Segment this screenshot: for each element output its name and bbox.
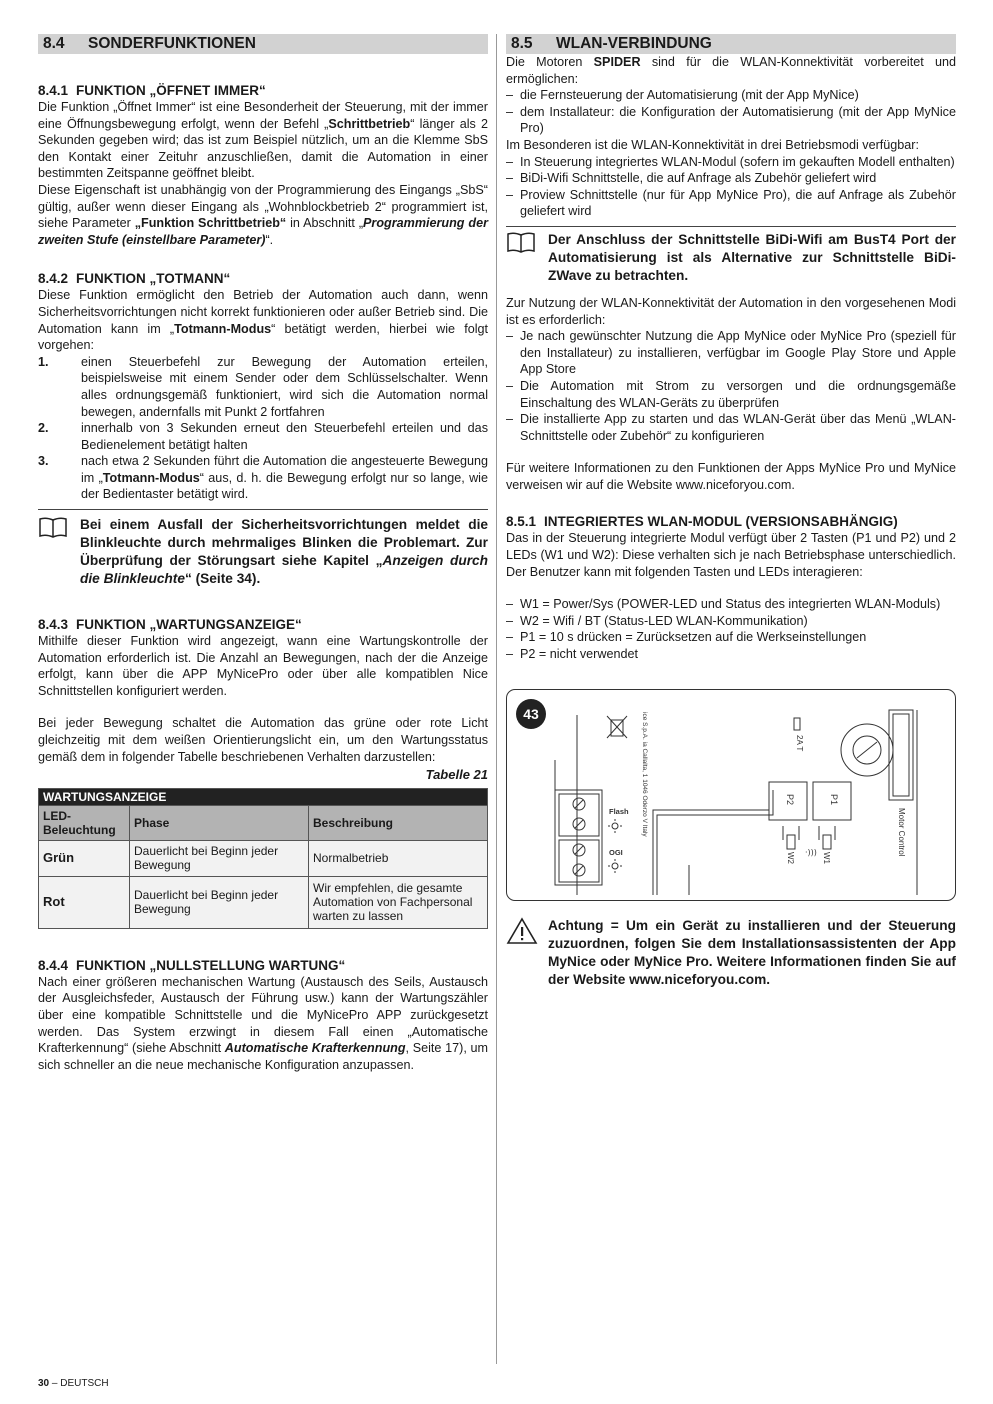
- list-item: [506, 596, 956, 613]
- text-bold: Totmann-Modus: [174, 321, 272, 336]
- left-column: [38, 34, 488, 1073]
- dash-bullet: –: [506, 329, 514, 344]
- list-text: Je nach gewünschter Nutzung die App MyNice oder MyNice Pro (speziell für den Installateur) zu installieren, verfügbar im Google Play Store und Apple App Store: [520, 329, 956, 377]
- list-item: [506, 187, 956, 220]
- text: sind für die WLAN-Konnektivität vorbereitet und ermöglichen:: [506, 55, 956, 86]
- numbered-item: [38, 453, 488, 503]
- text: “ länger als 2 Sekunden gegeben wird; das ist zum Beispiel nützlich, um an die Klemme SbS den Kontakt einer Zeituhr anzuschließen, damit die Automation in einer bestimmten Zeitspanne geöffnet bleibt.: [38, 116, 488, 181]
- item-text: einen Steuerbefehl zur Bewegung der Automation erteilen, beispielsweise mit einem Sender oder dem Schlüsselschalter. Wenn alles ordnungsgemäß funktioniert, wird sich die Automation normal bewegen, andernfalls mit Punkt 2 fortfahren: [81, 354, 488, 419]
- subsection-heading-8-4-4: [38, 957, 488, 974]
- list-item: [506, 104, 956, 137]
- dash-bullet: –: [506, 597, 514, 612]
- paragraph: Mithilfe dieser Funktion wird angezeigt, wann eine Wartungskontrolle der Automation erforderlich ist. Die Anzahl an Bewegungen, nach der die Anzeige erfolgt, kann über die APP MyNicePro oder über alle kompatiblen Nice Schnittstellen konfiguriert werden.: [38, 634, 488, 698]
- lamp-icon: [608, 819, 622, 833]
- text-bold-italic: Programmierung der zweiten Stufe (einstellbare Parameter): [38, 216, 488, 247]
- list-item: [506, 378, 956, 411]
- text: , Seite 17), um sich schneller an die neue mechanische Konfiguration anzupassen.: [38, 1041, 488, 1072]
- subsection-number: 8.4.3: [38, 617, 69, 633]
- subsection-title: FUNKTION „WARTUNGSANZEIGE“: [76, 617, 302, 633]
- list-item: [506, 170, 956, 187]
- subsection-heading-8-5-1: [506, 513, 956, 530]
- subsection-heading-8-4-2: [38, 270, 488, 287]
- text: “.: [265, 232, 274, 247]
- page-footer: [38, 1376, 109, 1393]
- note-text: Der Anschluss der Schnittstelle BiDi-Wifi am BusT4 Port der Automatisierung ist als Alternative zur Schnittstelle BiDi-ZWave zu betrachten.: [548, 231, 956, 283]
- item-number: 3.: [38, 454, 49, 469]
- motor-control-label: Motor Control: [897, 807, 906, 857]
- dash-bullet: –: [506, 187, 514, 202]
- text: Nach einer größeren mechanischen Wartung (Austausch des Seils, Austausch der Ausgleichsfeder, Austausch der Führung usw.) kann der Wartungszähler über eine kompatible Schnittstelle und die MyNicePro APP zurückgesetzt werden. Das System erzwingt in diesem Fall einen „Automatische Krafterkennung“ (siehe Abschnitt: [38, 974, 488, 1056]
- section-heading-8-5: [506, 34, 956, 54]
- page-number: 30: [38, 1378, 50, 1389]
- right-column: [506, 34, 956, 989]
- p2-label: P2: [785, 793, 795, 805]
- paragraph: Bei jeder Bewegung schaltet die Automation das grüne oder rote Licht gleichzeitig mit dem weißen Orientierungslicht ein, um den Wartungsstatus gemäß dem in folgender Tabelle beschriebenen Verhalten darzustellen:: [38, 716, 488, 764]
- list-text: W1 = Power/Sys (POWER-LED und Status des integrierten WLAN-Moduls): [520, 597, 941, 612]
- footer-language: – DEUTSCH: [49, 1378, 109, 1389]
- table-row: [39, 840, 488, 876]
- paragraph: Das in der Steuerung integrierte Modul verfügt über 2 Tasten (P1 und P2) und 2 LEDs (W1 und W2): Diese verhalten sich je nach Betriebsphase unterschiedlich. Der Benutzer kann mit folgenden Tasten und LEDs interagieren:: [506, 531, 956, 579]
- item-number: 2.: [38, 421, 49, 436]
- table-caption: Tabelle 21: [425, 767, 488, 783]
- numbered-item: [38, 354, 488, 420]
- list-text: P1 = 10 s drücken = Zurücksetzen auf die Werkseinstellungen: [520, 630, 867, 645]
- manufacturer-address: ice S.p.A. ia Callalta, 1 1046 Oderzo V Italy: [641, 711, 648, 837]
- ogi-label: OGI: [609, 847, 623, 857]
- table-cell: Wir empfehlen, die gesamte Automation von Fachpersonal warten zu lassen: [309, 876, 488, 928]
- table-cell: Normalbetrieb: [309, 840, 488, 876]
- w2-label: W2: [786, 851, 795, 864]
- numbered-item: [38, 420, 488, 453]
- text: Diese Eigenschaft ist unabhängig von der Programmierung des Eingangs „SbS“ gültig, außer wenn dieser Eingang als „Wohnblockbetrieb 2“ programmiert ist, siehe Parameter: [38, 182, 488, 231]
- section-heading-8-4: [38, 34, 488, 54]
- dash-bullet: –: [506, 171, 514, 186]
- w1-label: W1: [822, 851, 831, 864]
- paragraph: [506, 54, 956, 87]
- list-text: Die Automation mit Strom zu versorgen und die ordnungsgemäße Einschaltung des WLAN-Geräts zu überprüfen: [520, 378, 956, 410]
- section-title: SONDERFUNKTIONEN: [88, 35, 256, 52]
- list-text: In Steuerung integriertes WLAN-Modul (sofern im gekauften Modell enthalten): [520, 154, 955, 169]
- text: Die Motoren: [506, 55, 594, 69]
- subsection-number: 8.4.4: [38, 957, 69, 973]
- text-bold: SPIDER: [593, 55, 641, 69]
- paragraph: Für weitere Informationen zu den Funktionen der Apps MyNice Pro und MyNice verweisen wir auf die Website www.niceforyou.com.: [506, 461, 956, 492]
- column-divider: [496, 34, 497, 1364]
- note-text: [80, 516, 488, 588]
- p1-label: P1: [829, 793, 839, 805]
- text: in Abschnitt „: [286, 216, 364, 231]
- table-header: Beschreibung: [309, 805, 488, 840]
- warning-icon: [506, 917, 548, 950]
- list-item: [506, 613, 956, 630]
- table-header: Phase: [130, 805, 309, 840]
- text-bold: „Funktion Schrittbetrieb“: [134, 216, 287, 231]
- paragraph: Zur Nutzung der WLAN-Konnektivität der Automation in den vorgesehenen Modi ist es erforderlich:: [506, 295, 956, 327]
- text: nach etwa 2 Sekunden führt die Automation die angesteuerte Bewegung im „: [81, 454, 488, 485]
- list-item: [506, 646, 956, 663]
- book-icon: [506, 231, 548, 258]
- paragraph: [38, 287, 488, 353]
- section-number: 8.5: [511, 35, 533, 52]
- note-box: [506, 231, 956, 285]
- table-row: [39, 876, 488, 928]
- dash-bullet: –: [506, 630, 514, 645]
- fuse-label: 2A T: [795, 734, 804, 751]
- item-text: [81, 453, 488, 503]
- subsection-number: 8.4.1: [38, 83, 69, 98]
- list-item: [506, 411, 956, 444]
- table-cell: Dauerlicht bei Beginn jeder Bewegung: [130, 876, 309, 928]
- dash-bullet: –: [506, 88, 514, 103]
- flash-label: Flash: [609, 806, 629, 816]
- figure-number: 43: [523, 705, 539, 722]
- subsection-heading-8-4-3: [38, 616, 488, 633]
- text: “ betätigt werden, hierbei wie folgt vorgehen:: [38, 321, 489, 353]
- note-box: [38, 516, 488, 588]
- dash-bullet: –: [506, 104, 514, 119]
- table-header: LED-Beleuchtung: [39, 805, 130, 840]
- list-item: [506, 87, 956, 104]
- list-text: BiDi-Wifi Schnittstelle, die auf Anfrage als Zubehör geliefert wird: [520, 171, 877, 186]
- lamp-icon: [608, 859, 622, 873]
- list-item: [506, 629, 956, 646]
- subsection-number: 8.5.1: [506, 514, 537, 530]
- paragraph: [38, 974, 488, 1074]
- table-cell: Grün: [39, 840, 130, 876]
- subsection-number: 8.4.2: [38, 271, 69, 287]
- dash-bullet: –: [506, 613, 514, 628]
- waste-bin-icon: [607, 716, 627, 738]
- text-bold-italic: Automatische Krafterkennung: [224, 1041, 406, 1056]
- text: “ aus, d. h. die Bewegung erfolgt nur so lange, wie der Bedientaster betätigt wird.: [81, 470, 488, 502]
- list-text: Proview Schnittstelle (nur für App MyNice Pro), die auf Anfrage als Zubehör geliefert wird: [520, 187, 956, 219]
- text: Diese Funktion ermöglicht den Betrieb der Automation auch dann, wenn Sicherheitsvorrichtungen nicht korrekt funktionieren oder außer Betrieb sind. Die Automation kann im „: [38, 288, 488, 336]
- text: Bei einem Ausfall der Sicherheitsvorrichtungen meldet die Blinkleuchte durch mehrmaliges Blinken die Problemart. Zur Überprüfung der Störungsart siehe Kapitel „: [80, 517, 488, 569]
- text: Die Funktion „Öffnet Immer“ ist eine Besonderheit der Steuerung, mit der immer eine Öffnungsbewegung erfolgt, wenn der Befehl „: [38, 100, 488, 131]
- dash-bullet: –: [506, 154, 514, 169]
- subsection-title: INTEGRIERTES WLAN-MODUL (VERSIONSABHÄNGIG): [544, 514, 898, 530]
- list-text: dem Installateur: die Konfiguration der Automatisierung (mit der App MyNice Pro): [520, 104, 956, 136]
- dash-bullet: –: [506, 412, 514, 427]
- dash-bullet: –: [506, 647, 514, 662]
- text-bold: Schrittbetrieb: [328, 116, 411, 131]
- list-text: W2 = Wifi / BT (Status-LED WLAN-Kommunikation): [520, 613, 808, 628]
- text-italic: Anzeigen durch die Blinkleuchte: [80, 553, 488, 587]
- control-board-drawing: [507, 690, 955, 900]
- maintenance-table: [38, 788, 488, 929]
- wifi-icon: ·))): [805, 847, 817, 857]
- table-cell: Rot: [39, 876, 130, 928]
- warning-box: [506, 917, 956, 989]
- paragraph: Im Besonderen ist die WLAN-Konnektivität in drei Betriebsmodi verfügbar:: [506, 137, 919, 152]
- paragraph: [38, 182, 488, 248]
- subsection-title: FUNKTION „NULLSTELLUNG WARTUNG“: [76, 957, 346, 973]
- item-number: 1.: [38, 354, 49, 369]
- subsection-heading-8-4-1: [38, 82, 488, 99]
- paragraph: [38, 99, 488, 182]
- text-bold: Totmann-Modus: [102, 470, 200, 485]
- list-item: [506, 328, 956, 378]
- section-number: 8.4: [43, 35, 65, 52]
- list-text: die Fernsteuerung der Automatisierung (mit der App MyNice): [520, 88, 859, 103]
- figure-43-control-board: [506, 689, 956, 901]
- subsection-title: FUNKTION „ÖFFNET IMMER“: [76, 83, 266, 98]
- warning-text: Achtung = Um ein Gerät zu installieren und der Steuerung zuzuordnen, folgen Sie dem Installationsassistenten der App MyNice oder MyNice Pro. Weitere Informationen finden Sie auf der Website www.niceforyou.com.: [548, 917, 956, 987]
- table-header-row: [39, 805, 488, 840]
- section-title: WLAN-VERBINDUNG: [556, 35, 712, 52]
- table-title: WARTUNGSANZEIGE: [39, 788, 488, 805]
- book-icon: [38, 516, 80, 543]
- table-cell: Dauerlicht bei Beginn jeder Bewegung: [130, 840, 309, 876]
- list-text: Die installierte App zu starten und das WLAN-Gerät über das Menü „WLAN-Schnittstelle oder Zubehör“ zu konfigurieren: [520, 412, 956, 443]
- text: “ (Seite 34).: [184, 571, 261, 587]
- list-item: [506, 154, 956, 171]
- item-text: innerhalb von 3 Sekunden erneut den Steuerbefehl erteilen und das Bedienelement betätigt halten: [81, 421, 488, 452]
- dash-bullet: –: [506, 378, 514, 393]
- list-text: P2 = nicht verwendet: [520, 647, 638, 662]
- subsection-title: FUNKTION „TOTMANN“: [76, 271, 231, 287]
